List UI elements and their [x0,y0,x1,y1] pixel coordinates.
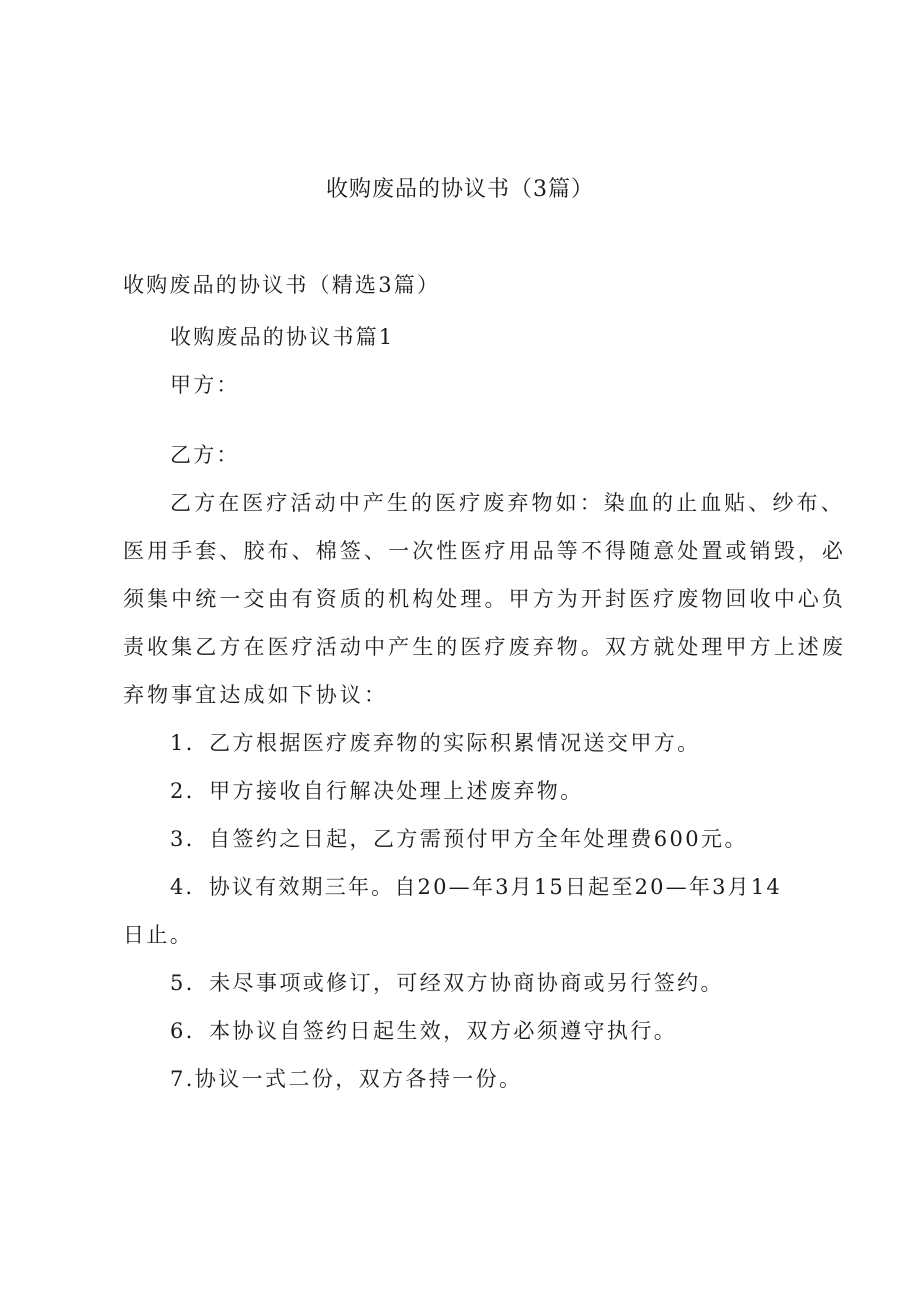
clause-line: 3．自签约之日起，乙方需预付甲方全年处理费600元。 [170,827,748,851]
intro-line: 乙方在医疗活动中产生的医疗废弃物如：染血的止血贴、纱布、 [170,491,845,515]
party-a-label: 甲方： [170,373,240,397]
intro-line: 弃物事宜达成如下协议： [123,683,389,707]
clause-line: 6．本协议自签约日起生效，双方必须遵守执行。 [170,1019,678,1043]
intro-line: 医用手套、胶布、棉签、一次性医疗用品等不得随意处置或销毁，必 [123,539,846,563]
party-b-label: 乙方： [170,443,240,467]
clause-line: 7.协议一式二份，双方各持一份。 [170,1067,523,1091]
intro-line: 责收集乙方在医疗活动中产生的医疗废弃物。双方就处理甲方上述废 [123,635,846,659]
section-heading: 收购废品的协议书篇1 [170,325,395,349]
clause-line: 5．未尽事项或修订，可经双方协商协商或另行签约。 [170,971,724,995]
document-title: 收购废品的协议书（3篇） [326,177,594,202]
intro-line: 须集中统一交由有资质的机构处理。甲方为开封医疗废物回收中心负 [123,587,846,611]
clause-line: 4．协议有效期三年。自20—年3月15日起至20—年3月14 [170,875,782,899]
clause-line: 1．乙方根据医疗废弃物的实际积累情况送交甲方。 [170,731,701,755]
clause-line: 2．甲方接收自行解决处理上述废弃物。 [170,779,584,803]
document-subtitle: 收购废品的协议书（精选3篇） [123,273,441,297]
clause-line: 日止。 [123,923,194,947]
